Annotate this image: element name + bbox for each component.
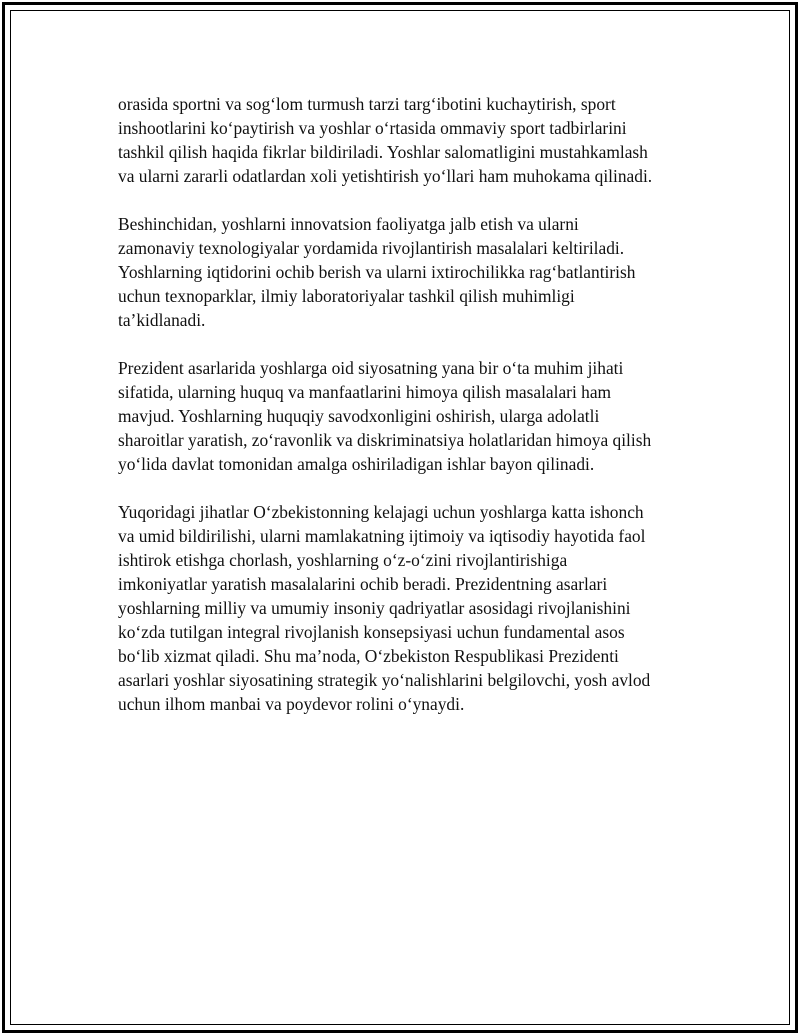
document-body xyxy=(118,92,690,740)
paragraph-sport-health: orasida sportni va sog‘lom turmush tarzi targ‘ibotini kuchaytirish, sport inshootlarini ko‘paytirish va yoshlar o‘rtasida ommaviy sport tadbirlarini tashkil qilish haqida fikrlar bildiriladi. Yoshlar salomatligini mustahkamlash va ularni zararli odatlardan xoli yetishtirish yo‘llari ham muhokama qilinadi. xyxy=(118,94,653,186)
paragraph-conclusion: Yuqoridagi jihatlar O‘zbekistonning kelajagi uchun yoshlarga katta ishonch va umid bildirilishi, ularni mamlakatning ijtimoiy va iqtisodiy hayotida faol ishtirok etishga chorlash, yoshlarning o‘z-o‘zini rivojlantirishiga imkoniyatlar yaratish masalalarini ochib beradi. Prezidentning asarlari yoshlarning milliy va umumiy insoniy qadriyatlar asosidagi rivojlanishini ko‘zda tutilgan integral rivojlanish konsepsiyasi uchun fundamental asos bo‘lib xizmat qiladi. Shu ma’noda, O‘zbekiston Respublikasi Prezidenti asarlari yoshlar siyosatining strategik yo‘nalishlarini belgilovchi, yosh avlod uchun ilhom manbai va poydevor rolini o‘ynaydi. xyxy=(118,502,651,714)
paragraph-rights-protection: Prezident asarlarida yoshlarga oid siyosatning yana bir o‘ta muhim jihati sifatida, ularning huquq va manfaatlarini himoya qilish masalalari ham mavjud. Yoshlarning huquqiy savodxonligini oshirish, ularga adolatli sharoitlar yaratish, zo‘ravonlik va diskriminatsiya holatlaridan himoya qilish yo‘lida davlat tomonidan amalga oshiriladigan ishlar bayon qilinadi. xyxy=(118,358,652,474)
paragraph-innovation: Beshinchidan, yoshlarni innovatsion faoliyatga jalb etish va ularni zamonaviy texnologiyalar yordamida rivojlantirish masalalari keltiriladi. Yoshlarning iqtidorini ochib berish va ularni ixtirochilikka rag‘batlantirish uchun texnoparklar, ilmiy laboratoriyalar tashkil qilish muhimligi ta’kidlanadi. xyxy=(118,214,636,330)
